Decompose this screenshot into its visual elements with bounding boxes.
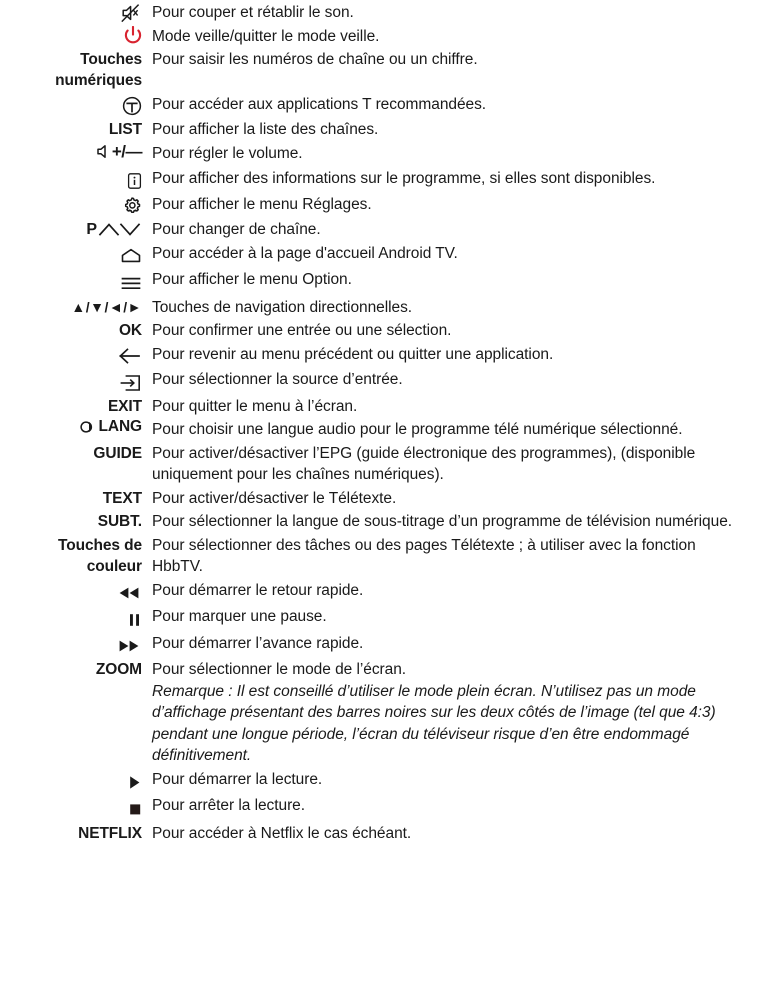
table-row [0, 769, 757, 796]
channel-updown-group [86, 221, 142, 239]
key-description: Pour régler le volume. [152, 144, 303, 162]
table-row [0, 633, 757, 660]
key-label: +/— [111, 141, 142, 161]
key-description: Pour afficher le menu Réglages. [152, 195, 372, 213]
key-cell-home [0, 243, 152, 270]
key-cell-mute [0, 2, 152, 26]
key-description: Pour démarrer le retour rapide. [152, 581, 364, 599]
key-description: Pour activer/désactiver l’EPG (guide électronique des programmes), (disponible uniquement pour les chaînes numériques). [152, 444, 696, 483]
key-cell-audio-language [0, 419, 152, 443]
key-label: LIST [108, 121, 142, 138]
key-cell-netflix [0, 823, 152, 847]
key-description: Pour quitter le menu à l’écran. [152, 397, 358, 415]
key-cell-pause [0, 606, 152, 633]
key-cell-stop [0, 795, 152, 823]
key-cell-guide [0, 443, 152, 488]
desc-cell [152, 769, 757, 796]
key-label: Touches de couleur [58, 536, 142, 575]
key-description: Pour accéder aux applications T recommandées. [152, 95, 487, 113]
audio-lang-group [80, 419, 142, 435]
gear-icon [122, 196, 142, 216]
table-row [0, 297, 757, 321]
key-label: ZOOM [95, 661, 142, 678]
table-row [0, 194, 757, 220]
key-description: Pour activer/désactiver le Télétexte. [152, 489, 397, 507]
t-circle-icon [122, 96, 142, 116]
desc-cell [152, 795, 757, 823]
info-icon [127, 172, 142, 190]
key-cell-navigation [0, 297, 152, 321]
desc-cell [152, 511, 757, 535]
desc-cell [152, 168, 757, 194]
key-description: Pour changer de chaîne. [152, 221, 321, 238]
desc-cell [152, 94, 757, 120]
table-row [0, 344, 757, 370]
key-cell-rewind [0, 580, 152, 607]
desc-cell [152, 659, 757, 769]
desc-cell [152, 194, 757, 220]
key-cell-exit [0, 396, 152, 420]
desc-cell [152, 419, 757, 443]
key-cell-text [0, 488, 152, 512]
key-cell-info [0, 168, 152, 194]
desc-cell [152, 443, 757, 488]
table-row [0, 320, 757, 344]
key-label: LANG [98, 418, 142, 436]
direction-arrows-icon: ▲/▼/◄/► [71, 298, 142, 315]
key-label: EXIT [107, 397, 142, 415]
table-row [0, 823, 757, 847]
key-cell-power [0, 26, 152, 50]
rewind-icon [116, 586, 142, 600]
key-label: P [86, 221, 97, 238]
desc-cell [152, 49, 757, 94]
desc-cell [152, 269, 757, 297]
key-label: NETFLIX [78, 824, 142, 842]
key-function-table [0, 2, 757, 846]
table-row [0, 580, 757, 607]
key-label: OK [118, 322, 142, 339]
desc-cell [152, 219, 757, 243]
pause-icon [127, 613, 142, 627]
key-cell-input-source [0, 369, 152, 396]
table-row [0, 795, 757, 823]
desc-cell [152, 823, 757, 847]
volume-speaker-icon [96, 143, 111, 160]
table-row [0, 396, 757, 420]
table-row [0, 606, 757, 633]
key-description: Pour afficher le menu Option. [152, 271, 352, 288]
key-cell-ok [0, 320, 152, 344]
desc-cell [152, 2, 757, 26]
fast-forward-icon [116, 639, 142, 653]
table-row [0, 49, 757, 94]
input-source-icon [119, 374, 142, 392]
key-description: Pour marquer une pause. [152, 608, 327, 625]
desc-cell [152, 243, 757, 270]
key-description: Pour couper et rétablir le son. [152, 4, 354, 21]
key-description: Pour démarrer la lecture. [152, 770, 323, 788]
key-function-table-body [0, 2, 757, 846]
back-arrow-icon [118, 347, 142, 365]
key-cell-list [0, 119, 152, 143]
key-label: GUIDE [93, 444, 142, 462]
table-row [0, 269, 757, 297]
key-description: Pour confirmer une entrée ou une sélection. [152, 322, 452, 339]
key-description: Pour démarrer l’avance rapide. [152, 634, 364, 652]
key-cell-fast-forward [0, 633, 152, 660]
key-cell-t-apps [0, 94, 152, 120]
table-row [0, 119, 757, 143]
desc-cell [152, 488, 757, 512]
table-row [0, 143, 757, 169]
table-row [0, 488, 757, 512]
table-row [0, 168, 757, 194]
table-row [0, 369, 757, 396]
desc-cell [152, 535, 757, 580]
desc-cell [152, 369, 757, 396]
table-row [0, 443, 757, 488]
desc-cell [152, 143, 757, 169]
desc-cell [152, 580, 757, 607]
key-cell-play [0, 769, 152, 796]
table-row [0, 419, 757, 443]
table-row [0, 26, 757, 50]
key-description: Pour afficher des informations sur le programme, si elles sont disponibles. [152, 170, 656, 187]
desc-cell [152, 26, 757, 50]
key-description: Pour accéder à Netflix le cas échéant. [152, 824, 412, 842]
table-row [0, 94, 757, 120]
stop-icon [128, 803, 142, 816]
key-description: Pour sélectionner la langue de sous-titrage d’un programme de télévision numérique. [152, 513, 733, 530]
desc-cell [152, 633, 757, 660]
table-row [0, 659, 757, 769]
key-description: Pour sélectionner le mode de l’écran. [152, 661, 407, 678]
desc-cell [152, 606, 757, 633]
key-description: Touches de navigation directionnelles. [152, 298, 413, 316]
key-description: Pour arrêter la lecture. [152, 797, 306, 814]
zoom-note: Remarque : Il est conseillé d’utiliser le mode plein écran. N’utilisez pas un mode d’affichage présentant des barres noires sur les deux côtés de l’image (tel que 4:3) pendant une longue période, l’écran du téléviseur risque d’en être endommagé définitivement. [152, 682, 716, 764]
key-description: Pour sélectionner la source d’entrée. [152, 371, 403, 388]
key-cell-back [0, 344, 152, 370]
desc-cell [152, 320, 757, 344]
table-row [0, 219, 757, 243]
key-description: Mode veille/quitter le mode veille. [152, 27, 380, 45]
play-icon [126, 775, 142, 790]
power-icon [124, 26, 142, 46]
key-description: Pour choisir une langue audio pour le programme télé numérique sélectionné. [152, 421, 683, 438]
key-description: Pour revenir au menu précédent ou quitter une application. [152, 345, 554, 363]
desc-cell [152, 297, 757, 321]
key-cell-color-keys [0, 535, 152, 580]
key-cell-option-menu [0, 269, 152, 297]
desc-cell [152, 396, 757, 420]
key-cell-volume [0, 143, 152, 169]
volume-plus-minus-group [96, 143, 142, 160]
table-row [0, 511, 757, 535]
table-row [0, 535, 757, 580]
key-label: SUBT. [97, 513, 142, 530]
channel-updown-icon [98, 221, 142, 239]
key-cell-channel [0, 219, 152, 243]
menu-hamburger-icon [120, 276, 142, 291]
key-description: Pour afficher la liste des chaînes. [152, 121, 379, 138]
table-row [0, 243, 757, 270]
key-description: Pour sélectionner des tâches ou des pages Télétexte ; à utiliser avec la fonction HbbTV. [152, 536, 696, 575]
key-label: TEXT [102, 489, 142, 507]
home-icon [120, 248, 142, 264]
key-description: Pour accéder à la page d'accueil Android TV. [152, 244, 458, 262]
mute-icon [120, 3, 142, 23]
audio-lang-icon [80, 420, 97, 434]
desc-cell [152, 344, 757, 370]
desc-cell [152, 119, 757, 143]
table-row [0, 2, 757, 26]
key-label: Touches numériques [55, 51, 142, 89]
key-cell-number-keys [0, 49, 152, 94]
key-cell-zoom [0, 659, 152, 769]
key-cell-subtitle [0, 511, 152, 535]
key-cell-settings [0, 194, 152, 220]
key-description: Pour saisir les numéros de chaîne ou un chiffre. [152, 51, 478, 68]
